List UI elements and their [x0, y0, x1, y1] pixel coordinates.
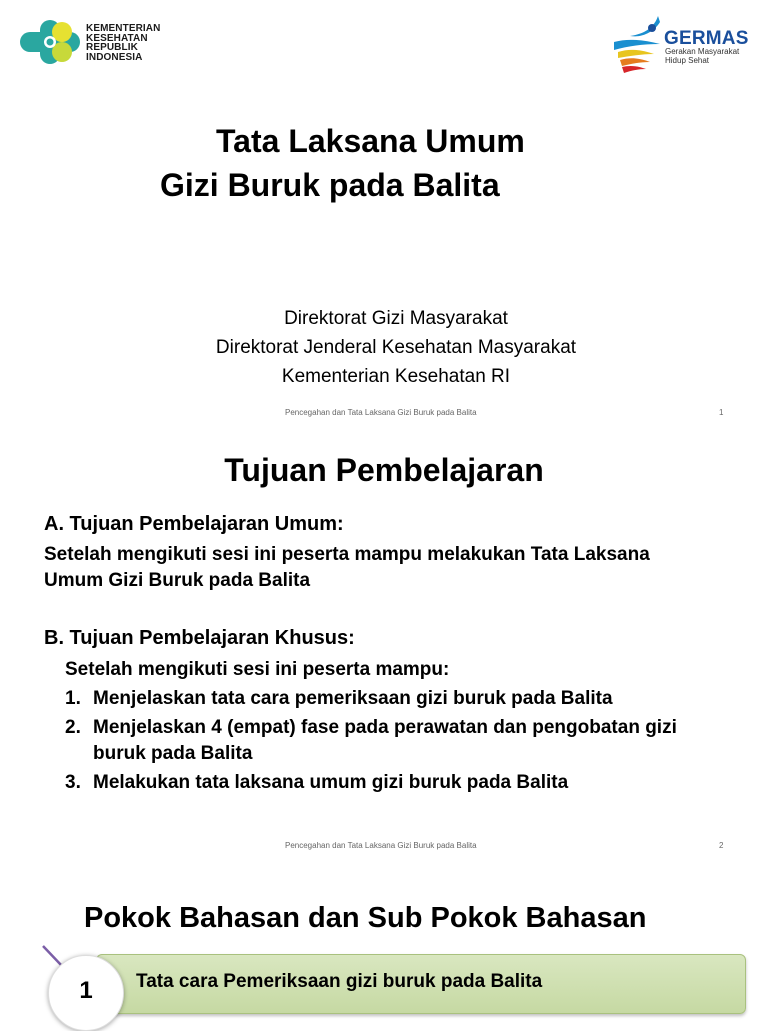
page-number: 1: [719, 408, 724, 417]
kemkes-text-line: KEMENTERIAN: [86, 23, 161, 34]
germas-sub-line: Gerakan Masyarakat: [665, 47, 740, 56]
subtitle-line: Direktorat Jenderal Kesehatan Masyarakat: [215, 337, 577, 358]
slide-title: Tujuan Pembelajaran: [224, 452, 544, 488]
kemkes-text-line: KESEHATAN: [86, 32, 148, 44]
list-item-number: 1.: [65, 688, 81, 709]
germas-subtitle: [665, 48, 739, 65]
germas-logo-icon: [608, 12, 668, 74]
list-item-text: Menjelaskan 4 (empat) fase pada perawatan dan pengobatan gizi: [93, 717, 677, 738]
slide-footer: Pencegahan dan Tata Laksana Gizi Buruk pada Balita: [285, 841, 477, 850]
title-slide: [0, 0, 768, 430]
slide-title-line: Gizi Buruk pada Balita: [160, 167, 500, 203]
kemkes-logo-icon: [18, 18, 82, 66]
slide-title-line: Tata Laksana Umum: [216, 123, 525, 159]
objectives-slide: [0, 430, 768, 864]
list-item-text: buruk pada Balita: [93, 743, 253, 764]
subtitle-line: Direktorat Gizi Masyarakat: [284, 308, 508, 329]
section-a-text-line: Setelah mengikuti sesi ini peserta mampu melakukan Tata Laksana: [44, 544, 650, 565]
topic-number: 1: [79, 977, 93, 1004]
page-number: 2: [719, 841, 724, 850]
kemkes-text-line: REPUBLIK: [86, 42, 138, 53]
list-item-text: Melakukan tata laksana umum gizi buruk pada Balita: [93, 772, 569, 793]
subtitle-line: Kementerian Kesehatan RI: [281, 366, 511, 387]
kemkes-logo-text: [86, 24, 160, 62]
slide-title: Pokok Bahasan dan Sub Pokok Bahasan: [84, 902, 647, 934]
topic-label: Tata cara Pemeriksaan gizi buruk pada Balita: [136, 971, 543, 992]
section-b-intro: Setelah mengikuti sesi ini peserta mampu:: [65, 659, 450, 680]
germas-title: GERMAS: [664, 28, 749, 49]
section-a-text-line: Umum Gizi Buruk pada Balita: [44, 570, 311, 591]
list-item-text: Menjelaskan tata cara pemeriksaan gizi buruk pada Balita: [93, 688, 613, 709]
list-item-number: 2.: [65, 717, 81, 738]
section-b-heading: B. Tujuan Pembelajaran Khusus:: [44, 627, 355, 649]
topics-slide: [0, 864, 768, 1024]
list-item-number: 3.: [65, 772, 81, 793]
slide-footer: Pencegahan dan Tata Laksana Gizi Buruk pada Balita: [285, 408, 477, 417]
kemkes-text-line: INDONESIA: [86, 51, 143, 63]
section-a-heading: A. Tujuan Pembelajaran Umum:: [44, 513, 344, 535]
germas-sub-line: Hidup Sehat: [665, 55, 710, 65]
